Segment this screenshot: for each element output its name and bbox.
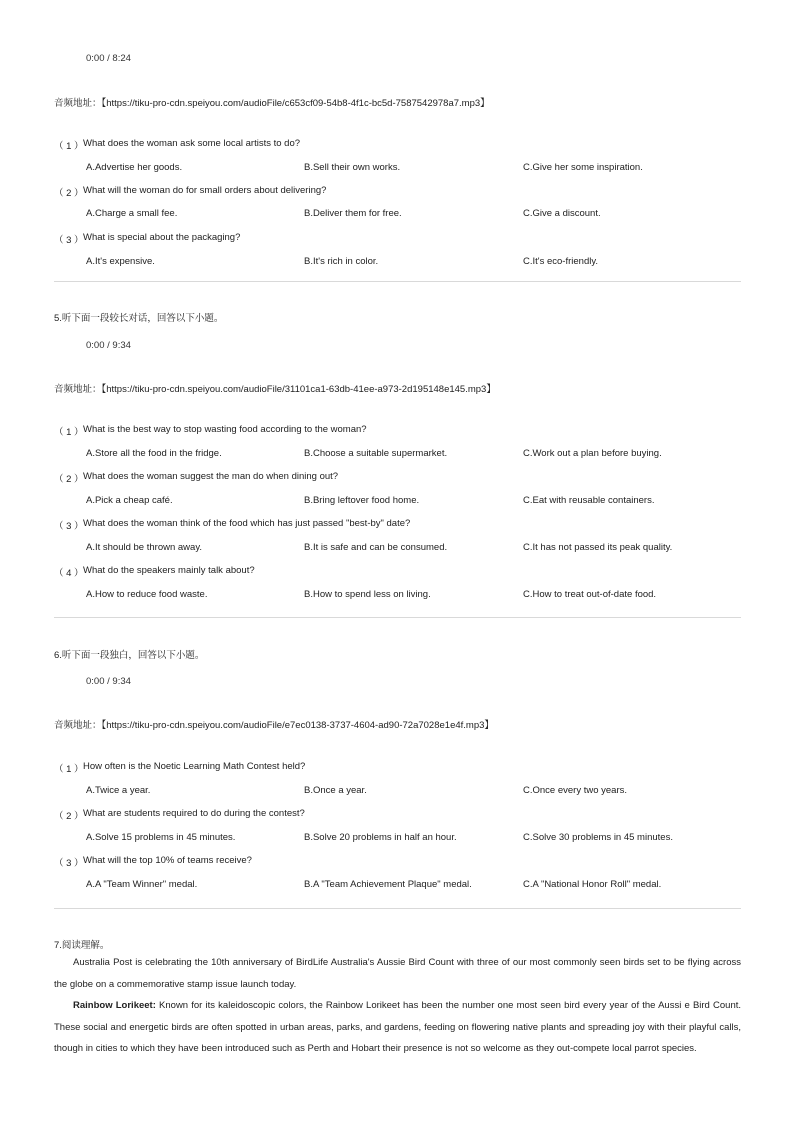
- reading-paragraph: Australia Post is celebrating the 10th anniversary of BirdLife Australia's Aussie Bird Count with three of our most commonly seen birds set to be flying across the globe on a commemorative stamp issue launch today.: [54, 957, 741, 990]
- question-text: What does the woman think of the food which has just passed "best-by" date?: [83, 518, 411, 529]
- question-number: （ 1 ）: [54, 141, 84, 152]
- question-text: What are students required to do during the contest?: [83, 808, 305, 819]
- option-a[interactable]: A.A "Team Winner" medal.: [86, 879, 198, 890]
- option-c[interactable]: C.Give a discount.: [523, 208, 601, 219]
- question-number: （ 2 ）: [54, 474, 84, 485]
- audio-player-time[interactable]: 0:00 / 9:34: [86, 340, 131, 351]
- option-a[interactable]: A.Store all the food in the fridge.: [86, 448, 222, 459]
- option-b[interactable]: B.How to spend less on living.: [304, 589, 431, 600]
- option-a[interactable]: A.It should be thrown away.: [86, 542, 202, 553]
- option-a[interactable]: A.Pick a cheap café.: [86, 495, 173, 506]
- section-divider: [54, 281, 741, 282]
- option-b[interactable]: B.It is safe and can be consumed.: [304, 542, 448, 553]
- option-c[interactable]: C.Give her some inspiration.: [523, 162, 643, 173]
- question-text: What do the speakers mainly talk about?: [83, 565, 255, 576]
- option-b[interactable]: B.Choose a suitable supermarket.: [304, 448, 448, 459]
- question-text: What will the woman do for small orders about delivering?: [83, 185, 327, 196]
- option-c[interactable]: C.It's eco-friendly.: [523, 256, 599, 267]
- option-b[interactable]: B.Bring leftover food home.: [304, 495, 420, 506]
- option-c[interactable]: C.Work out a plan before buying.: [523, 448, 662, 459]
- option-c[interactable]: C.It has not passed its peak quality.: [523, 542, 673, 553]
- section-title: 6.听下面一段独白，回答以下小题。: [54, 650, 205, 661]
- paragraph-body: Known for its kaleidoscopic colors, the Rainbow Lorikeet has been the number one most seen bird every year of the Aussi e Bird Count. These social and energetic birds are often spotted in urban areas, parks, and gardens, feeding on flowering native plants and spreading joy with their playful calls, though in cities to which they have been introduced such as Perth and Hobart their presence is not so welcome as they out-compete local parrot species.: [54, 1000, 742, 1054]
- option-a[interactable]: A.How to reduce food waste.: [86, 589, 208, 600]
- question-number: （ 2 ）: [54, 811, 84, 822]
- question-number: （ 4 ）: [54, 568, 84, 579]
- option-b[interactable]: B.It's rich in color.: [304, 256, 379, 267]
- option-c[interactable]: C.A "National Honor Roll" medal.: [523, 879, 662, 890]
- question-number: （ 1 ）: [54, 764, 84, 775]
- option-b[interactable]: B.A "Team Achievement Plaque" medal.: [304, 879, 472, 890]
- question-number: （ 3 ）: [54, 858, 84, 869]
- audio-url: 音频地址：【https://tiku-pro-cdn.speiyou.com/audioFile/31101ca1-63db-41ee-a973-2d195148e145.mp3】: [54, 384, 496, 395]
- paragraph-heading: Rainbow Lorikeet:: [73, 1000, 156, 1011]
- question-number: （ 1 ）: [54, 427, 84, 438]
- question-text: What is special about the packaging?: [83, 232, 241, 243]
- question-text: What is the best way to stop wasting food according to the woman?: [83, 424, 367, 435]
- question-text: How often is the Noetic Learning Math Contest held?: [83, 761, 306, 772]
- option-a[interactable]: A.Twice a year.: [86, 785, 151, 796]
- option-b[interactable]: B.Solve 20 problems in half an hour.: [304, 832, 457, 843]
- option-a[interactable]: A.Advertise her goods.: [86, 162, 183, 173]
- section-divider: [54, 908, 741, 909]
- option-c[interactable]: C.Eat with reusable containers.: [523, 495, 655, 506]
- question-text: What does the woman ask some local artists to do?: [83, 138, 301, 149]
- audio-url: 音频地址：【https://tiku-pro-cdn.speiyou.com/audioFile/c653cf09-54b8-4f1c-bc5d-7587542978a7.mp3】: [54, 98, 490, 109]
- question-text: What does the woman suggest the man do when dining out?: [83, 471, 339, 482]
- question-number: （ 3 ）: [54, 235, 84, 246]
- option-a[interactable]: A.Solve 15 problems in 45 minutes.: [86, 832, 236, 843]
- option-a[interactable]: A.Charge a small fee.: [86, 208, 178, 219]
- option-a[interactable]: A.It's expensive.: [86, 256, 155, 267]
- section-title: 5.听下面一段较长对话，回答以下小题。: [54, 313, 224, 324]
- option-c[interactable]: C.Solve 30 problems in 45 minutes.: [523, 832, 673, 843]
- audio-url: 音频地址：【https://tiku-pro-cdn.speiyou.com/audioFile/e7ec0138-3737-4604-ad90-72a7028e1e4f.mp3】: [54, 720, 494, 731]
- option-b[interactable]: B.Once a year.: [304, 785, 367, 796]
- section-divider: [54, 617, 741, 618]
- option-b[interactable]: B.Sell their own works.: [304, 162, 401, 173]
- question-text: What will the top 10% of teams receive?: [83, 855, 252, 866]
- audio-player-time[interactable]: 0:00 / 9:34: [86, 676, 131, 687]
- question-number: （ 3 ）: [54, 521, 84, 532]
- option-c[interactable]: C.How to treat out-of-date food.: [523, 589, 657, 600]
- section-title: 7.阅读理解。: [54, 940, 110, 951]
- audio-player-time[interactable]: 0:00 / 8:24: [86, 53, 131, 64]
- option-b[interactable]: B.Deliver them for free.: [304, 208, 402, 219]
- reading-paragraph: [54, 995, 741, 1060]
- question-number: （ 2 ）: [54, 188, 84, 199]
- option-c[interactable]: C.Once every two years.: [523, 785, 628, 796]
